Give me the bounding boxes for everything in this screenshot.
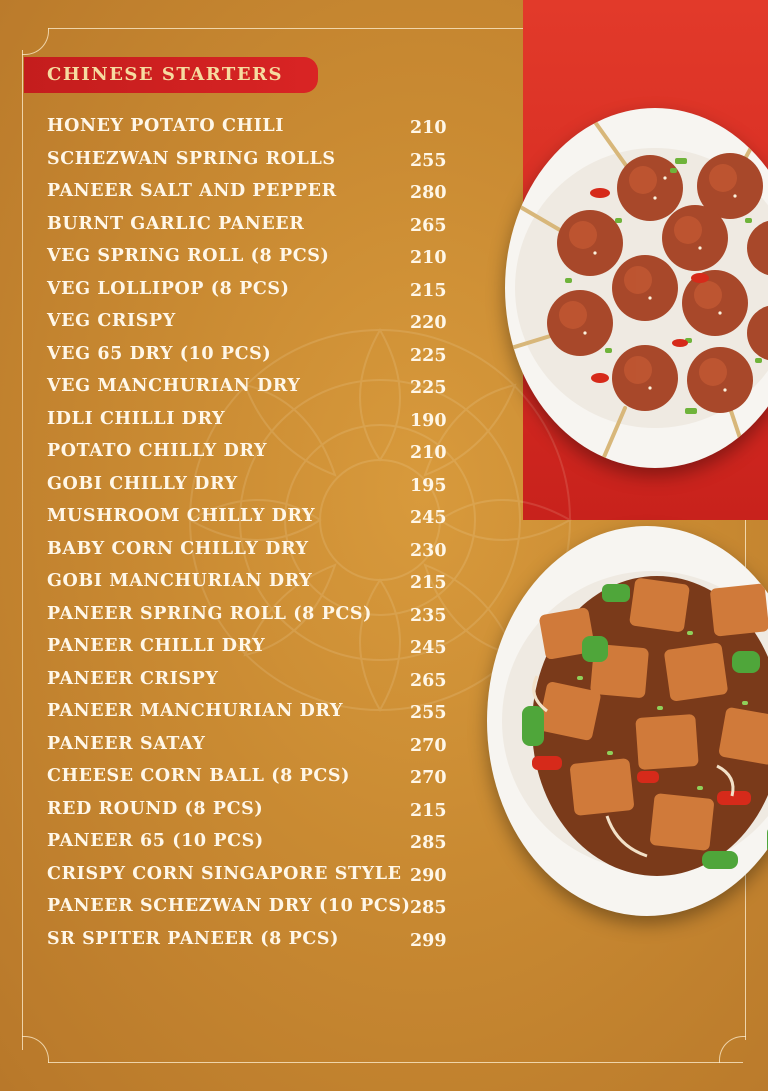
menu-item xyxy=(47,506,457,539)
menu-item-price: 270 xyxy=(410,768,447,788)
menu-item-price: 215 xyxy=(410,573,447,593)
section-header xyxy=(24,57,318,93)
menu-item-name: VEG 65 DRY (10 PCS) xyxy=(47,343,272,364)
menu-item-price: 210 xyxy=(410,443,447,463)
menu-item xyxy=(47,311,457,344)
menu-item-name: IDLI CHILLI DRY xyxy=(47,408,226,429)
menu-item xyxy=(47,246,457,279)
menu-item xyxy=(47,279,457,312)
menu-item xyxy=(47,409,457,442)
menu-item-price: 255 xyxy=(410,703,447,723)
menu-item xyxy=(47,701,457,734)
menu-item xyxy=(47,669,457,702)
menu-item-name: BABY CORN CHILLY DRY xyxy=(47,538,309,559)
menu-item-price: 210 xyxy=(410,248,447,268)
frame-line-top xyxy=(48,28,523,29)
menu-item-price: 285 xyxy=(410,898,447,918)
menu-item-price: 245 xyxy=(410,508,447,528)
menu-item-name: VEG CRISPY xyxy=(47,311,176,331)
menu-item xyxy=(47,929,457,962)
menu-item-price: 230 xyxy=(410,540,447,561)
menu-item-name: PANEER CHILLI DRY xyxy=(47,636,266,656)
menu-item-price: 285 xyxy=(410,833,447,853)
menu-item-price: 225 xyxy=(410,345,447,366)
menu-item xyxy=(47,474,457,507)
menu-item-name: PANEER 65 (10 PCS) xyxy=(47,831,264,851)
menu-item-price: 265 xyxy=(410,215,447,236)
section-title: CHINESE STARTERS xyxy=(47,64,284,85)
menu-item-name: SCHEZWAN SPRING ROLLS xyxy=(47,148,336,169)
menu-item-price: 215 xyxy=(410,280,447,301)
menu-item-name: RED ROUND (8 PCS) xyxy=(47,798,264,819)
menu-item-name: BURNT GARLIC PANEER xyxy=(47,213,305,234)
menu-item xyxy=(47,344,457,377)
menu-item xyxy=(47,604,457,637)
menu-item xyxy=(47,181,457,214)
menu-item xyxy=(47,864,457,897)
frame-line-bottom xyxy=(48,1062,743,1063)
menu-list xyxy=(47,116,457,961)
menu-item-name: MUSHROOM CHILLY DRY xyxy=(47,506,316,526)
menu-item-name: VEG MANCHURIAN DRY xyxy=(47,376,301,396)
menu-item xyxy=(47,116,457,149)
menu-item-name: PANEER MANCHURIAN DRY xyxy=(47,701,344,721)
menu-item xyxy=(47,766,457,799)
menu-item-price: 280 xyxy=(410,183,447,203)
menu-item-price: 270 xyxy=(410,735,447,756)
menu-item-price: 225 xyxy=(410,378,447,398)
menu-item-name: CHEESE CORN BALL (8 PCS) xyxy=(47,766,351,786)
menu-item-price: 210 xyxy=(410,118,447,138)
menu-item-name: PANEER SATAY xyxy=(47,733,206,754)
menu-item-name: VEG LOLLIPOP (8 PCS) xyxy=(47,278,290,299)
menu-item-price: 220 xyxy=(410,313,447,333)
menu-item-price: 190 xyxy=(410,410,447,431)
menu-item-price: 290 xyxy=(410,865,447,886)
menu-item-price: 195 xyxy=(410,475,447,496)
menu-item-price: 245 xyxy=(410,638,447,658)
menu-item-price: 215 xyxy=(410,800,447,821)
menu-item-name: PANEER SALT AND PEPPER xyxy=(47,181,337,201)
menu-item-name: PANEER CRISPY xyxy=(47,668,219,689)
menu-item-name: POTATO CHILLY DRY xyxy=(47,441,268,461)
menu-item xyxy=(47,376,457,409)
menu-item xyxy=(47,571,457,604)
menu-item-name: SR SPITER PANEER (8 PCS) xyxy=(47,928,339,949)
menu-item-price: 299 xyxy=(410,930,447,951)
menu-item-name: GOBI MANCHURIAN DRY xyxy=(47,571,313,591)
menu-item xyxy=(47,214,457,247)
menu-item xyxy=(47,734,457,767)
menu-item-name: PANEER SPRING ROLL (8 PCS) xyxy=(47,603,372,624)
menu-item-name: PANEER SCHEZWAN DRY (10 PCS) xyxy=(47,896,411,916)
menu-item xyxy=(47,896,457,929)
menu-item-name: CRISPY CORN SINGAPORE STYLE xyxy=(47,863,402,884)
menu-item-name: HONEY POTATO CHILI xyxy=(47,116,285,136)
menu-item xyxy=(47,831,457,864)
menu-item xyxy=(47,539,457,572)
menu-item-price: 235 xyxy=(410,605,447,626)
menu-item xyxy=(47,799,457,832)
menu-item-name: VEG SPRING ROLL (8 PCS) xyxy=(47,246,330,266)
menu-item xyxy=(47,441,457,474)
menu-item xyxy=(47,149,457,182)
menu-item-price: 265 xyxy=(410,670,447,691)
menu-item-price: 255 xyxy=(410,150,447,171)
menu-item xyxy=(47,636,457,669)
menu-item-name: GOBI CHILLY DRY xyxy=(47,473,238,494)
frame-line-left xyxy=(22,50,23,1050)
